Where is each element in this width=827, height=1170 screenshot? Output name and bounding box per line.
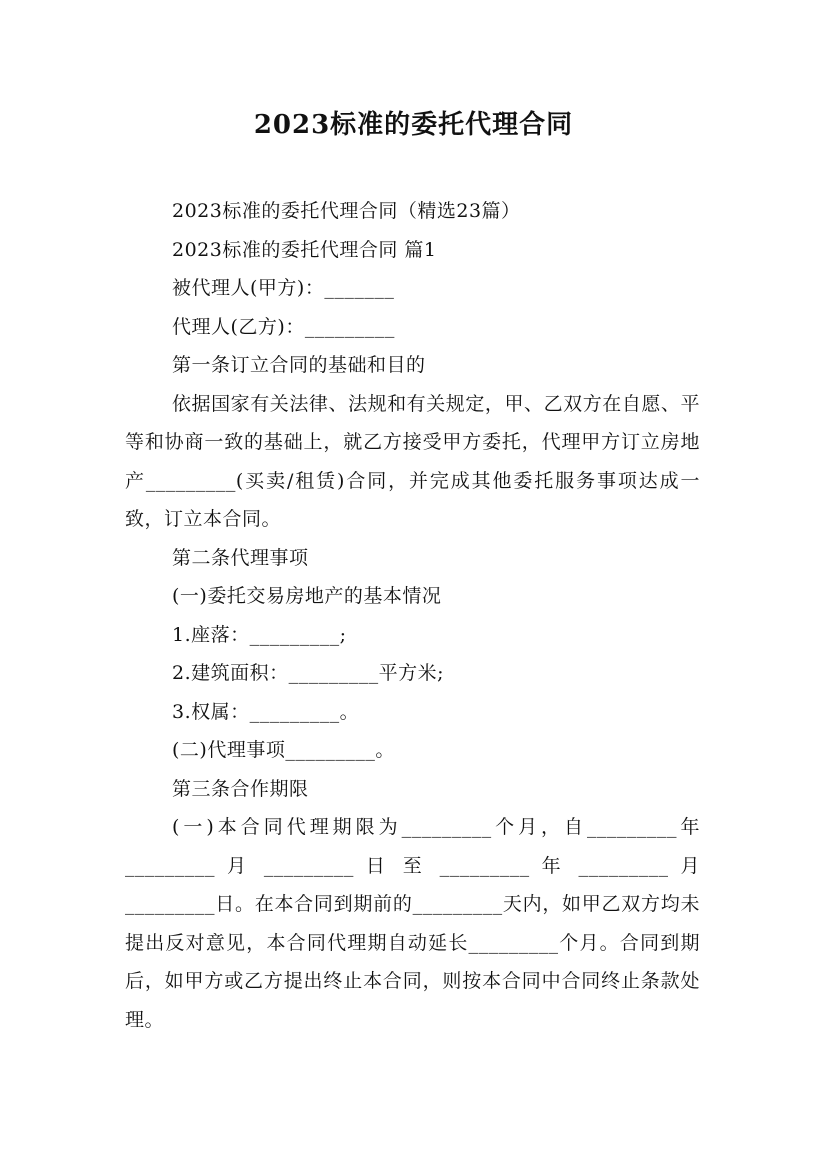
contract-subtitle: 2023标准的委托代理合同（精选23篇） (172, 200, 521, 222)
article-3-body: (一)本合同代理期限为_________个月，自_________年_________ 月 _________ 日 至 _________ 年 _________ 月_________日。在本合同到期前的_________天内，如甲乙双方均未提出反对意见，本合同代理期自动延长_________个月。合同到期后，如甲方或乙方提出终止本合同，则按本合同中合同终止条款处理。 (125, 816, 700, 1031)
property-ownership: 3.权属：_________。 (172, 700, 360, 723)
article-3-heading: 第三条合作期限 (172, 777, 309, 800)
article-1-body: 依据国家有关法律、法规和有关规定，甲、乙双方在自愿、平等和协商一致的基础上，就乙方接受甲方委托，代理甲方订立房地产_________(买卖/租赁)合同，并完成其他委托服务事项达成一致，订立本合同。 (125, 392, 700, 530)
party-a-line: 被代理人(甲方)：_______ (172, 277, 395, 299)
article-1-heading: 第一条订立合同的基础和目的 (172, 354, 426, 376)
property-location: 1.座落：_________; (172, 623, 347, 646)
party-b-line: 代理人(乙方)：_________ (172, 315, 395, 338)
document-body (125, 192, 700, 1039)
article-2-item-2: (二)代理事项_________。 (172, 739, 395, 761)
article-2-item-1: (一)委托交易房地产的基本情况 (172, 585, 442, 607)
article-2-heading: 第二条代理事项 (172, 546, 309, 569)
section-heading: 2023标准的委托代理合同 篇1 (172, 238, 437, 261)
property-area: 2.建筑面积：_________平方米; (172, 662, 445, 684)
document-title: 2023标准的委托代理合同 (253, 110, 574, 140)
